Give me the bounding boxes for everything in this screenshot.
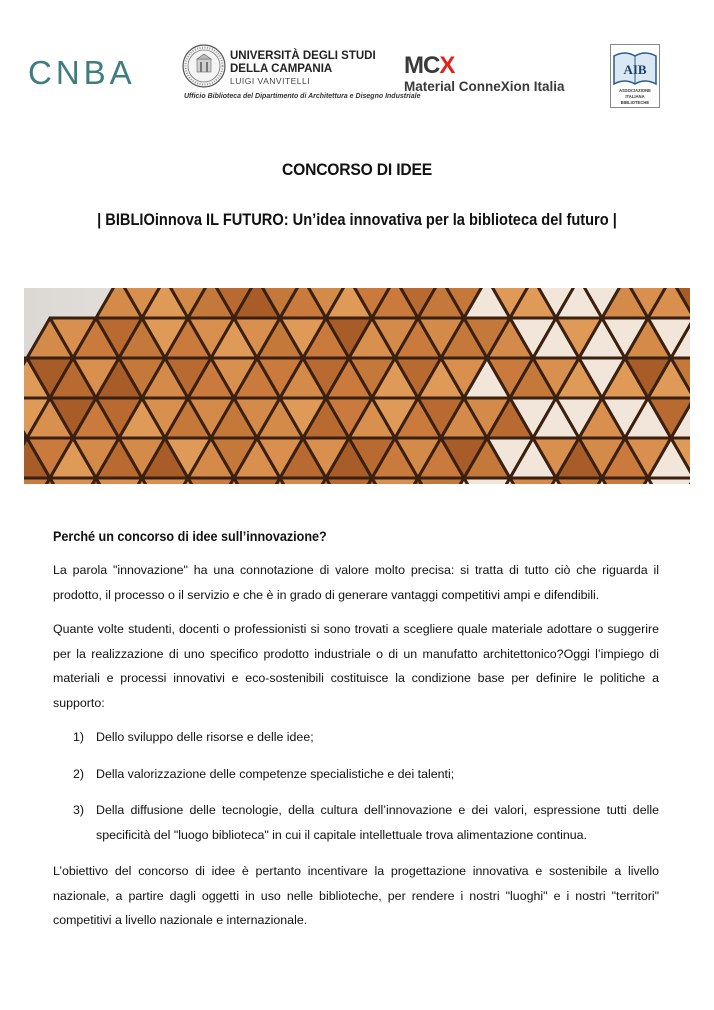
wood-triangle [142,478,188,484]
paragraph-2: Quante volte studenti, docenti o professionisti si sono trovati a scegliere quale materiale adottare o suggerire per la realizzazione di uno specifico prodotto industriale o di un manufatto architettonico?Oggi l’impiego di materiali e processi innovativi e eco-sostenibili costituisce la condizione base per definire le politiche a supporto: [53,622,659,710]
wooden-triangles-photo [24,288,690,484]
paragraph-3: L’obiettivo del concorso di idee è pertanto incentivare la progettazione innovativa e sostenibile a livello nazionale, a partire dagli oggetti in uso nelle biblioteche, per rendere i nostri "luoghi" e i nostri "territori" competitivi a livello nazionale e internazionale. [53,864,659,927]
paragraph-1: La parola "innovazione" ha una connotazione di valore molto precisa: si tratta di tutto ciò che riguarda il prodotto, il processo o il servizio e che è in grado di generare vantaggi competitivi ampi e difendibili. [53,563,659,602]
wood-triangle [326,478,372,484]
svg-text:ITALIANA: ITALIANA [625,94,645,99]
wood-triangle [510,478,556,484]
svg-text:BIBLIOTECHE: BIBLIOTECHE [620,100,650,105]
wood-triangle [418,478,464,484]
list-item: 2) Della valorizzazione delle competenze specialistiche e dei talenti; [73,766,455,781]
wood-triangle [96,478,142,484]
wood-triangle [280,478,326,484]
university-office-line: Ufficio Biblioteca del Dipartimento di Architettura e Disegno Industriale [184,93,421,100]
page-title: CONCORSO DI IDEE [281,160,432,179]
svg-text:AIB: AIB [623,62,647,77]
mcx-logo [404,52,589,102]
university-name-line3: LUIGI VANVITELLI [230,76,311,86]
wood-triangle [372,478,418,484]
university-name-line2: DELLA CAMPANIA [230,63,333,75]
logo-bar [0,40,714,120]
main-content [53,528,659,943]
page-subtitle: | BIBLIOinnova IL FUTURO: Un’idea innovativa per la biblioteca del futuro | [97,210,617,229]
university-seal-icon [182,44,226,88]
university-logo [182,44,421,106]
mcx-mark: MCX [404,52,455,79]
wooden-triangles-image [24,288,690,484]
list-item: 3) Della diffusione delle tecnologie, della cultura dell’innovazione e dei valori, espressione tutti delle specificità del "luogo biblioteca" in cui il capitale intellettuale trova alimentazione continua. [73,803,659,842]
university-name-line1: UNIVERSITÀ DEGLI STUDI [230,50,376,62]
list-item: 1) Dello sviluppo delle risorse e delle idee; [73,730,314,744]
wood-triangle [50,478,96,484]
wood-triangle [234,478,280,484]
wood-triangle [464,478,510,484]
wood-triangle [648,478,690,484]
goals-list [53,725,659,847]
cnba-logo: CNBA [28,54,136,91]
wood-triangle [602,478,648,484]
mcx-text: Material ConneXion Italia [404,79,565,94]
svg-text:ASSOCIAZIONE: ASSOCIAZIONE [619,88,651,93]
aib-logo [610,44,660,108]
wood-triangle [188,478,234,484]
section-heading: Perché un concorso di idee sull’innovazione? [53,528,327,544]
wood-triangle [556,478,602,484]
